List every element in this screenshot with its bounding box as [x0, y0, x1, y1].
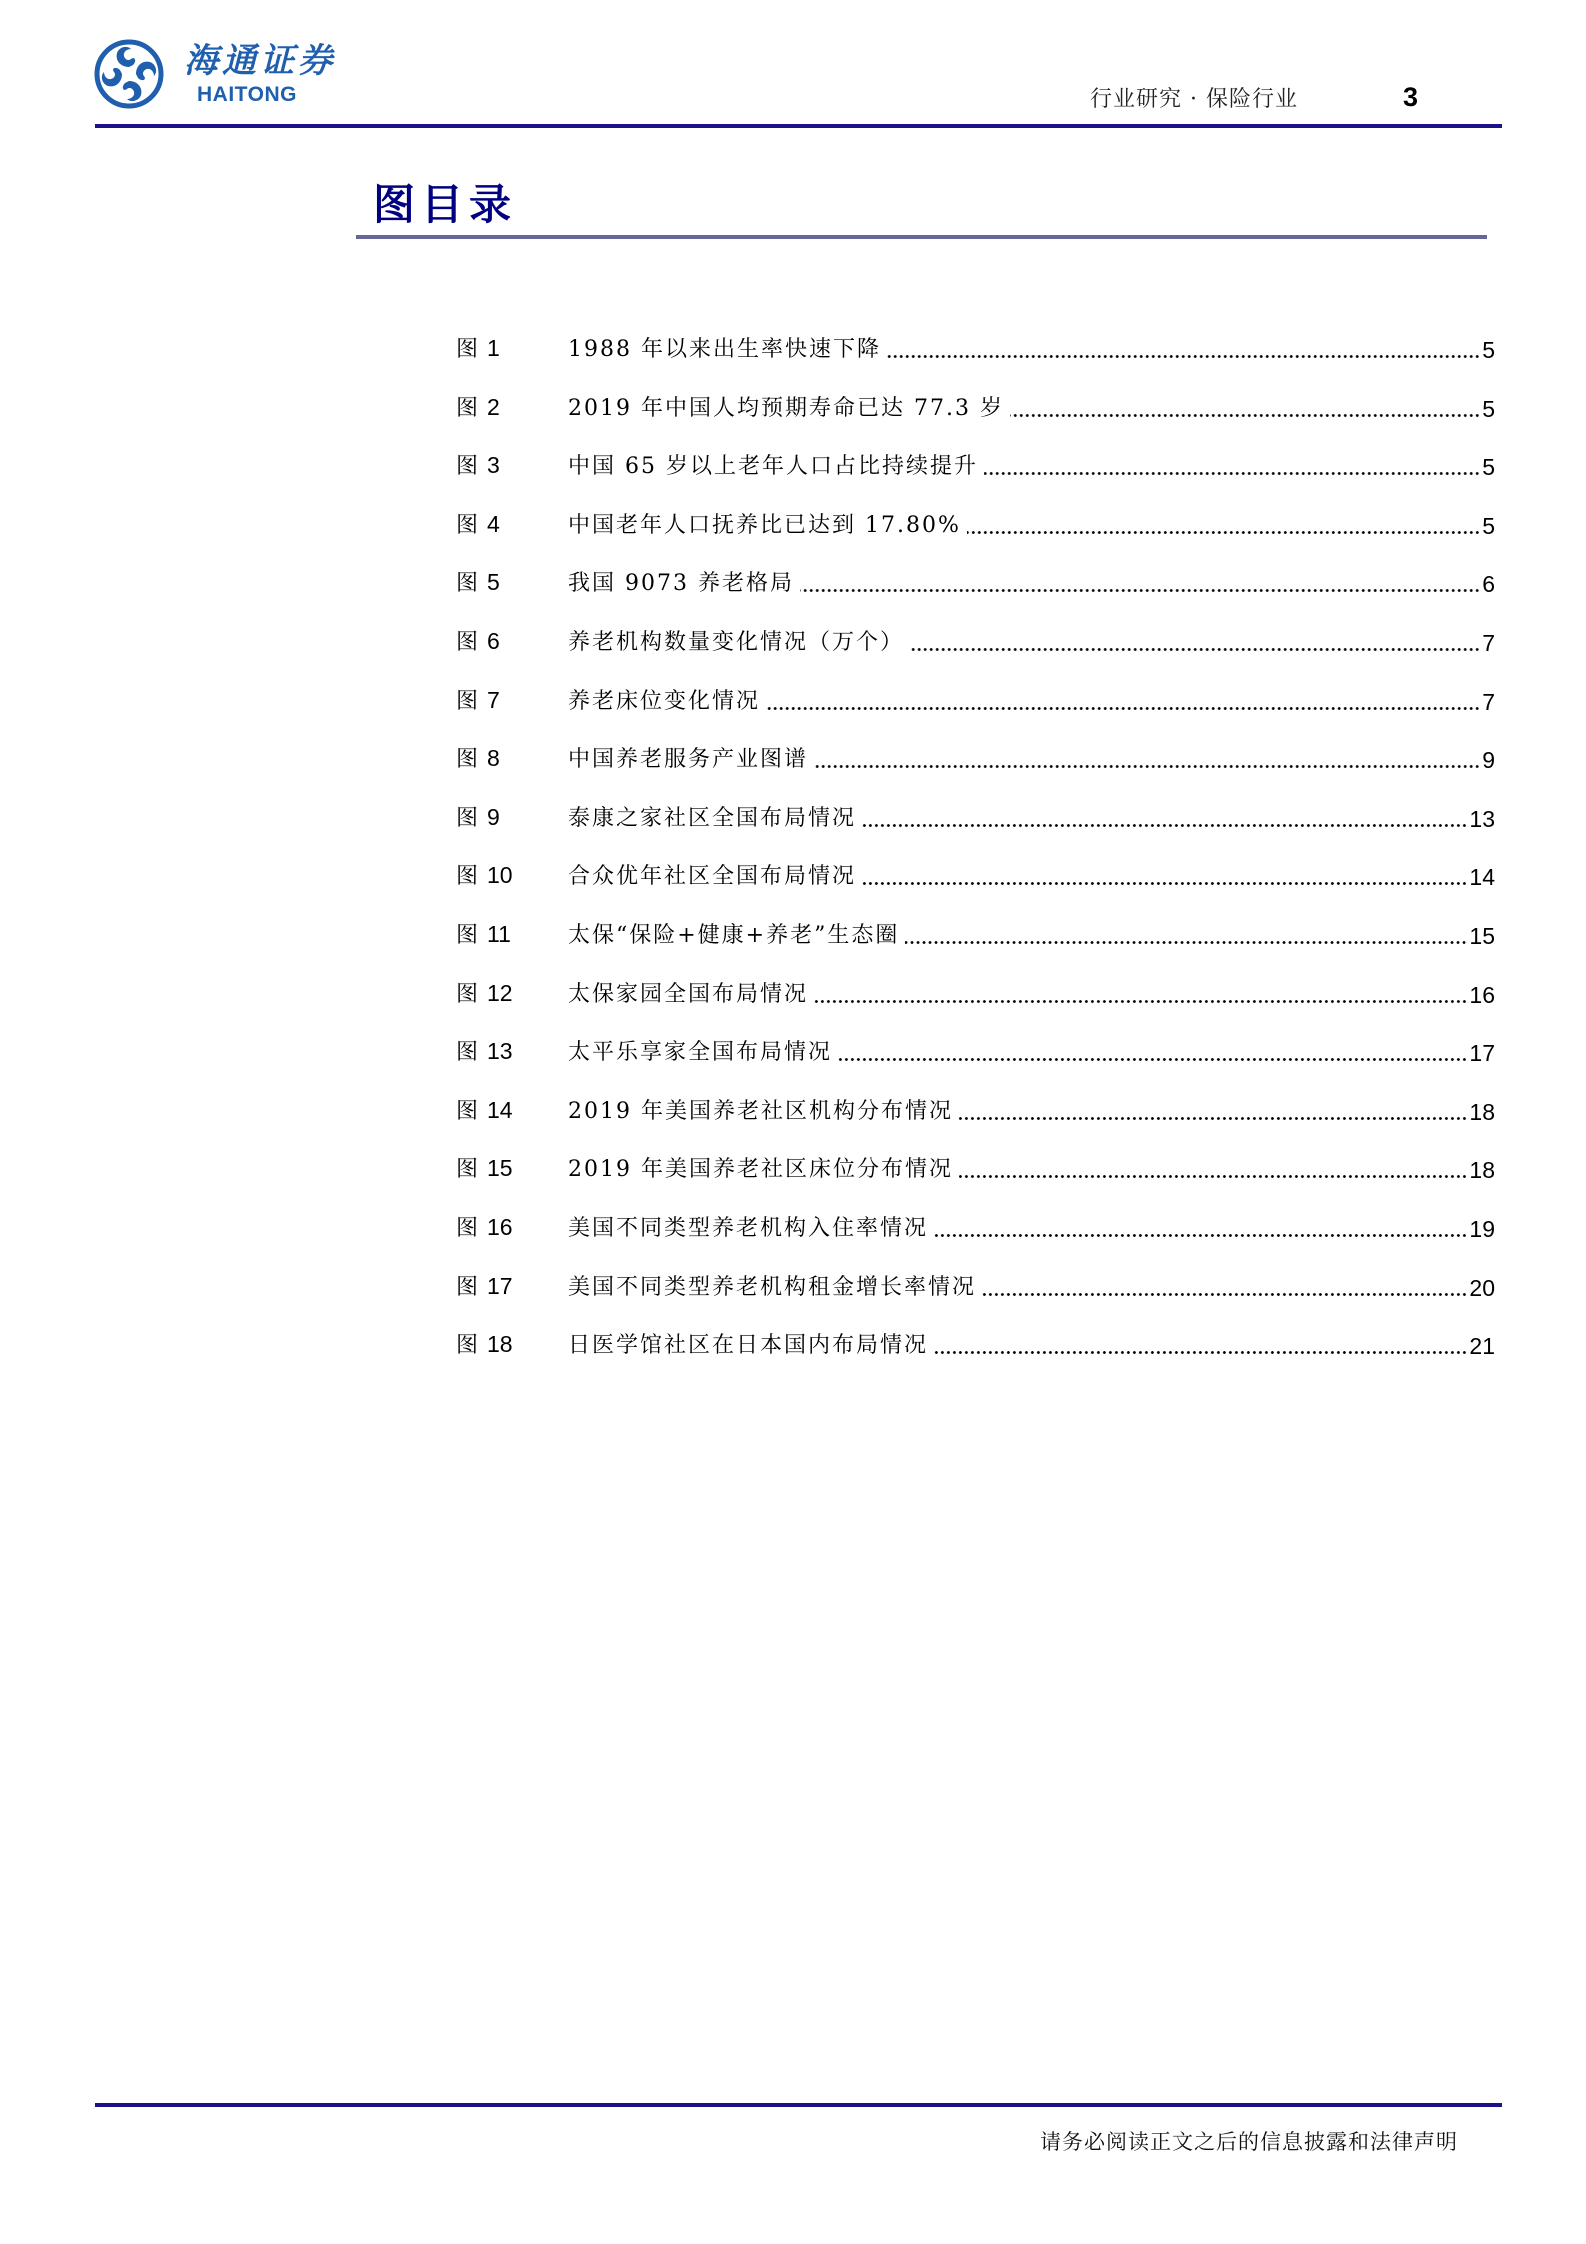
figure-label [456, 451, 568, 481]
figure-prefix: 图 [456, 337, 479, 362]
page-reference[interactable]: 5 [1482, 454, 1495, 481]
page-reference[interactable]: 20 [1469, 1274, 1495, 1301]
dot-leader [862, 824, 1467, 827]
figure-label [456, 686, 568, 716]
figure-label [456, 1213, 568, 1243]
dot-leader [1010, 414, 1480, 417]
figure-prefix: 图 [456, 1333, 479, 1359]
figure-label [456, 568, 568, 598]
toc-entry[interactable] [456, 975, 1495, 1009]
figure-number: 14 [487, 1096, 513, 1123]
figure-number: 5 [487, 569, 500, 596]
dot-leader [934, 1234, 1467, 1237]
figure-title-link[interactable]: 养老机构数量变化情况（万个） [568, 630, 905, 655]
figure-prefix: 图 [456, 981, 479, 1007]
toc-entry[interactable] [456, 1150, 1495, 1184]
figure-prefix: 图 [456, 630, 479, 655]
toc-entry[interactable] [456, 740, 1495, 774]
figure-label [456, 1154, 568, 1184]
figure-prefix: 图 [456, 454, 479, 480]
dot-leader [838, 1058, 1467, 1061]
page-reference[interactable]: 9 [1482, 747, 1495, 774]
figure-prefix: 图 [456, 805, 479, 831]
figure-title-link[interactable]: 中国养老服务产业图谱 [568, 747, 809, 773]
toc-entry[interactable] [456, 506, 1495, 540]
dot-leader [862, 882, 1467, 885]
figure-title-link[interactable]: 养老床位变化情况 [568, 688, 761, 714]
figure-number: 12 [487, 979, 513, 1006]
page-reference[interactable]: 7 [1482, 630, 1495, 656]
figure-label [456, 1330, 568, 1360]
toc-entry[interactable] [456, 1326, 1495, 1360]
figure-label [456, 861, 568, 891]
figure-label [456, 1096, 568, 1126]
figure-title-link[interactable]: 2019 年美国养老社区机构分布情况 [568, 1098, 953, 1124]
figure-prefix: 图 [456, 571, 479, 597]
page-title: 图目录 [373, 180, 518, 229]
figure-number: 13 [487, 1038, 513, 1065]
toc-entry[interactable] [456, 916, 1495, 950]
figure-prefix: 图 [456, 747, 479, 773]
dot-leader [984, 472, 1480, 475]
figure-title-link[interactable]: 中国 65 岁以上老年人口占比持续提升 [568, 454, 978, 480]
figure-title-link[interactable]: 中国老年人口抚养比已达到 17.80% [568, 512, 961, 538]
toc-entry[interactable] [456, 799, 1495, 833]
dot-leader [814, 765, 1480, 768]
figure-number: 15 [487, 1155, 513, 1182]
figure-prefix: 图 [456, 864, 479, 890]
dot-leader [982, 1293, 1467, 1296]
haitong-logo-icon [93, 37, 165, 111]
page-reference[interactable]: 15 [1469, 923, 1495, 949]
dot-leader [814, 1000, 1467, 1003]
toc-entry[interactable] [456, 1033, 1495, 1067]
figure-title-link[interactable]: 我国 9073 养老格局 [568, 571, 794, 597]
figure-number: 9 [487, 803, 500, 830]
page-reference[interactable]: 16 [1469, 981, 1495, 1008]
toc-entry[interactable] [456, 1092, 1495, 1126]
title-divider [356, 235, 1487, 239]
page-reference[interactable]: 18 [1469, 1157, 1495, 1184]
page-reference[interactable]: 5 [1482, 512, 1495, 539]
dot-leader [959, 1117, 1467, 1120]
figure-prefix: 图 [456, 1040, 479, 1066]
figure-prefix: 图 [456, 923, 479, 948]
figure-prefix: 图 [456, 1216, 479, 1241]
page-reference[interactable]: 5 [1482, 395, 1495, 422]
page-reference[interactable]: 14 [1469, 864, 1495, 891]
figure-title-link[interactable]: 2019 年美国养老社区床位分布情况 [568, 1157, 953, 1183]
page-reference[interactable]: 13 [1469, 805, 1495, 832]
logo-english-wordmark: HAITONG [197, 83, 297, 106]
figure-label [456, 1272, 568, 1302]
figure-label [456, 979, 568, 1009]
figure-label [456, 803, 568, 833]
figure-number: 16 [487, 1214, 513, 1240]
figure-number: 1 [487, 335, 500, 361]
figure-label [456, 1037, 568, 1067]
page-reference[interactable]: 6 [1482, 571, 1495, 598]
figure-number: 17 [487, 1272, 513, 1299]
figure-title-link[interactable]: 日医学馆社区在日本国内布局情况 [568, 1333, 929, 1359]
figure-prefix: 图 [456, 688, 479, 714]
footer-divider [95, 2103, 1502, 2107]
figure-title-link[interactable]: 美国不同类型养老机构租金增长率情况 [568, 1274, 977, 1300]
figure-prefix: 图 [456, 512, 479, 538]
dot-leader [766, 707, 1480, 710]
report-section-label: 行业研究 · 保险行业 [1090, 87, 1298, 112]
dot-leader [934, 1351, 1467, 1354]
toc-entry[interactable] [456, 623, 1495, 657]
figure-title-link[interactable]: 美国不同类型养老机构入住率情况 [568, 1216, 929, 1241]
figure-prefix: 图 [456, 1157, 479, 1183]
figure-number: 3 [487, 452, 500, 479]
figure-number: 8 [487, 745, 500, 772]
figure-prefix: 图 [456, 395, 479, 421]
figure-title-link[interactable]: 泰康之家社区全国布局情况 [568, 805, 857, 831]
figure-title-link[interactable]: 合众优年社区全国布局情况 [568, 864, 857, 890]
legal-disclaimer: 请务必阅读正文之后的信息披露和法律声明 [1040, 2130, 1458, 2154]
figure-label [456, 920, 568, 950]
page-reference[interactable]: 5 [1482, 337, 1495, 363]
figure-prefix: 图 [456, 1274, 479, 1300]
dot-leader [967, 531, 1480, 534]
figure-label [456, 627, 568, 657]
figure-label [456, 334, 568, 364]
page-reference[interactable]: 7 [1482, 688, 1495, 715]
toc-entry[interactable] [456, 447, 1495, 481]
dot-leader [910, 648, 1480, 651]
figure-title-link[interactable]: 2019 年中国人均预期寿命已达 77.3 岁 [568, 395, 1004, 421]
figure-label [456, 393, 568, 423]
figure-title-link[interactable]: 1988 年以来出生率快速下降 [568, 337, 881, 362]
figure-title-link[interactable]: 太保“保险+健康+养老”生态圈 [568, 923, 900, 948]
figure-number: 4 [487, 510, 500, 537]
header-divider [95, 124, 1502, 128]
figure-title-link[interactable]: 太保家园全国布局情况 [568, 981, 809, 1007]
page-number: 3 [1403, 82, 1419, 112]
figure-title-link[interactable]: 太平乐享家全国布局情况 [568, 1040, 833, 1066]
toc-entry[interactable] [456, 682, 1495, 716]
figure-number: 6 [487, 628, 500, 654]
toc-entry[interactable] [456, 1209, 1495, 1243]
toc-entry[interactable] [456, 389, 1495, 423]
dot-leader [905, 941, 1467, 944]
figure-number: 7 [487, 686, 500, 713]
svg-text:海通证券: 海通证券 [184, 41, 336, 80]
figure-number: 18 [487, 1331, 513, 1358]
figure-label [456, 510, 568, 540]
logo-chinese-wordmark [184, 40, 356, 80]
dot-leader [887, 355, 1480, 358]
figure-number: 11 [487, 921, 511, 947]
toc-entry[interactable] [456, 857, 1495, 891]
page-reference[interactable]: 21 [1469, 1333, 1495, 1360]
figure-number: 10 [487, 862, 513, 889]
toc-entry[interactable] [456, 1268, 1495, 1302]
page-reference[interactable]: 19 [1469, 1216, 1495, 1242]
figure-label [456, 744, 568, 774]
toc-entry[interactable] [456, 330, 1495, 364]
dot-leader [800, 589, 1480, 592]
figure-prefix: 图 [456, 1098, 479, 1124]
toc-entry[interactable] [456, 564, 1495, 598]
figure-number: 2 [487, 393, 500, 420]
page-reference[interactable]: 18 [1469, 1098, 1495, 1125]
dot-leader [959, 1175, 1467, 1178]
page-reference[interactable]: 17 [1469, 1040, 1495, 1067]
